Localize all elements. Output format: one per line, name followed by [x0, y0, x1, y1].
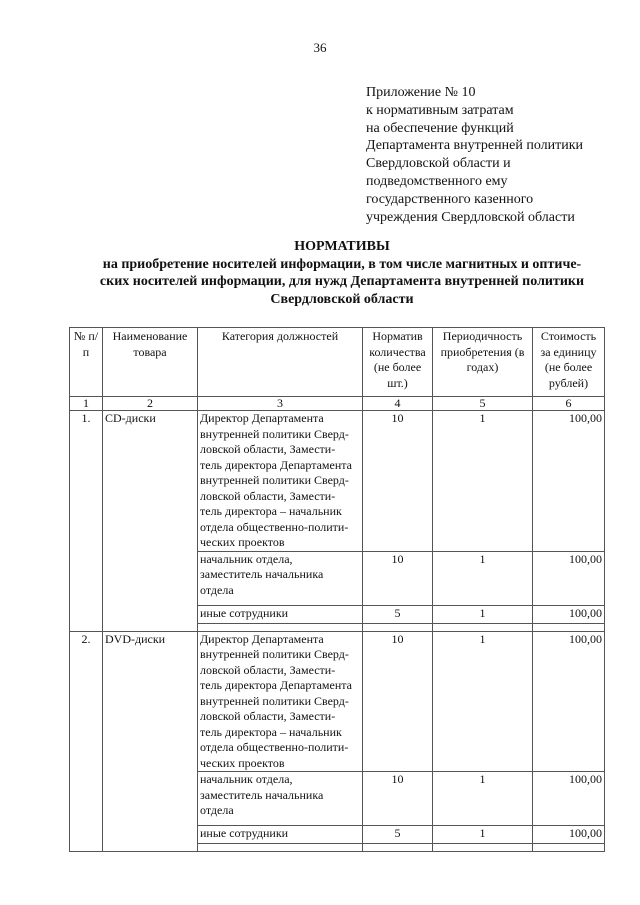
quantity-cell: 5: [363, 605, 433, 623]
column-number-cell: 2: [103, 397, 198, 411]
document-title: [60, 238, 624, 308]
table-header-row: [70, 328, 605, 397]
column-number-cell: 3: [198, 397, 363, 411]
category-line: ловской области, Замести-: [200, 488, 336, 503]
column-number-cell: 4: [363, 397, 433, 411]
category-line: внутренней политики Сверд-: [200, 693, 349, 708]
header-cell-quantity: Норматив количества (не более шт.): [363, 328, 433, 397]
category-line: ловской области, Замести-: [200, 442, 336, 456]
quantity-cell: 10: [363, 631, 433, 772]
spacer-cell: [533, 844, 605, 852]
column-number-cell: 6: [533, 397, 605, 411]
title-line: на приобретение носителей информации, в том числе магнитных и оптиче-: [102, 256, 582, 272]
category-cell: [198, 772, 363, 826]
item-number-cell: 1.: [70, 411, 103, 632]
appendix-line: на обеспечение функций: [366, 120, 514, 136]
header-cell-number: № п/п: [70, 328, 103, 397]
category-cell: [198, 411, 363, 552]
period-cell: 1: [433, 551, 533, 605]
category-line: ловской области, Замести-: [200, 662, 336, 677]
appendix-line: Свердловской области и: [366, 156, 511, 172]
category-line: тель директора – начальник: [200, 504, 342, 518]
page-number: 36: [313, 40, 327, 55]
header-cell-period: Периодичность приобретения (в годах): [433, 328, 533, 397]
cost-cell: 100,00: [533, 772, 605, 826]
category-line: тель директора – начальник: [200, 724, 342, 739]
header-cell-category: Категория должностей: [198, 328, 363, 397]
column-number-row: [70, 397, 605, 411]
category-line: иные сотрудники: [200, 605, 289, 620]
title-line: ских носителей информации, для нужд Департамента внутренней политики: [99, 274, 585, 289]
appendix-line: Департамента внутренней политики: [366, 138, 584, 154]
category-line: Директор Департамента: [200, 411, 324, 425]
spacer-cell: [198, 623, 363, 631]
header-cell-name: Наименование товара: [103, 328, 198, 397]
spacer-cell: [433, 844, 533, 852]
column-number-cell: 5: [433, 397, 533, 411]
spacer-cell: [198, 844, 363, 852]
category-line: внутренней политики Сверд-: [200, 473, 349, 487]
quantity-cell: 10: [363, 772, 433, 826]
category-line: отдела общественно-полити-: [200, 519, 349, 534]
table-row: [70, 631, 605, 772]
cost-cell: 100,00: [533, 605, 605, 623]
quantity-cell: 10: [363, 551, 433, 605]
item-name-cell: CD-диски: [103, 411, 198, 632]
category-line: ческих проектов: [200, 755, 285, 770]
appendix-line: подведомственного ему: [366, 173, 508, 189]
norms-table: [69, 327, 605, 852]
spacer-cell: [363, 623, 433, 631]
category-line: отдела: [200, 582, 234, 597]
category-line: заместитель начальника: [200, 567, 324, 581]
category-line: внутренней политики Сверд-: [200, 647, 349, 661]
period-cell: 1: [433, 605, 533, 623]
category-line: внутренней политики Сверд-: [200, 426, 349, 441]
cost-cell: 100,00: [533, 826, 605, 844]
cost-cell: 100,00: [533, 631, 605, 772]
category-line: отдела: [200, 803, 234, 817]
category-line: тель директора Департамента: [200, 678, 352, 692]
category-line: тель директора Департамента: [200, 457, 352, 472]
category-line: отдела общественно-полити-: [200, 740, 349, 754]
appendix-line: Приложение № 10: [366, 85, 476, 100]
spacer-cell: [433, 623, 533, 631]
item-number-cell: 2.: [70, 631, 103, 852]
category-cell: [198, 551, 363, 605]
cost-cell: 100,00: [533, 411, 605, 552]
quantity-cell: 5: [363, 826, 433, 844]
spacer-cell: [533, 623, 605, 631]
appendix-line: государственного казенного: [366, 191, 534, 207]
spacer-cell: [363, 844, 433, 852]
period-cell: 1: [433, 826, 533, 844]
title-heading: НОРМАТИВЫ: [294, 239, 390, 254]
category-line: ловской области, Замести-: [200, 709, 336, 723]
appendix-line: к нормативным затратам: [366, 102, 514, 118]
category-line: Директор Департамента: [200, 631, 324, 646]
quantity-cell: 10: [363, 411, 433, 552]
cost-cell: 100,00: [533, 551, 605, 605]
category-cell: [198, 605, 363, 623]
period-cell: 1: [433, 631, 533, 772]
category-cell: [198, 826, 363, 844]
table-row: [70, 411, 605, 552]
period-cell: 1: [433, 772, 533, 826]
period-cell: 1: [433, 411, 533, 552]
category-line: ческих проектов: [200, 535, 285, 549]
column-number-cell: 1: [70, 397, 103, 411]
category-line: заместитель начальника: [200, 787, 324, 802]
appendix-block: [366, 84, 628, 226]
category-line: начальник отдела,: [200, 772, 293, 786]
title-line: Свердловской области: [270, 291, 414, 307]
category-line: иные сотрудники: [200, 826, 289, 840]
header-cell-cost: Стоимость за единицу (не более рублей): [533, 328, 605, 397]
category-cell: [198, 631, 363, 772]
item-name-cell: DVD-диски: [103, 631, 198, 852]
category-line: начальник отдела,: [200, 551, 293, 566]
appendix-line: учреждения Свердловской области: [366, 209, 575, 225]
